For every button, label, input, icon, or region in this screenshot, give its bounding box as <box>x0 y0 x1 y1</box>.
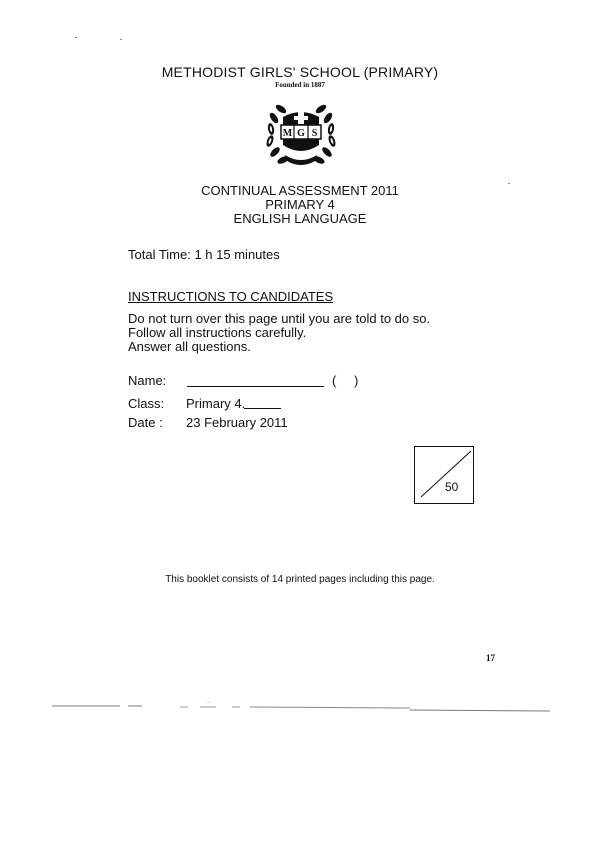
school-name: METHODIST GIRLS' SCHOOL (PRIMARY) <box>161 64 439 80</box>
svg-text:S: S <box>311 128 318 139</box>
scan-speck <box>75 37 77 38</box>
register-number-field[interactable]: ( ) <box>332 373 359 388</box>
exam-title: CONTINUAL ASSESSMENT 2011 <box>201 183 399 198</box>
booklet-note: This booklet consists of 14 printed pages including this page. <box>165 574 435 585</box>
scan-artifact-lines <box>50 702 552 716</box>
class-field[interactable] <box>244 408 281 409</box>
score-total: 50 <box>445 480 459 494</box>
date-label: Date : <box>128 415 163 430</box>
scan-speck <box>120 39 122 40</box>
name-field[interactable] <box>187 386 324 387</box>
total-time: Total Time: 1 h 15 minutes <box>128 247 280 262</box>
corner-mark: 17 <box>486 653 495 663</box>
instruction-item: Do not turn over this page until you are told to do so. <box>128 311 431 326</box>
exam-level: PRIMARY 4 <box>265 197 335 212</box>
school-crest-logo <box>261 95 341 175</box>
instruction-item: Follow all instructions carefully. <box>128 325 307 340</box>
instructions-heading: INSTRUCTIONS TO CANDIDATES <box>128 289 334 304</box>
svg-text:M: M <box>282 128 293 139</box>
score-divider-line <box>415 447 473 503</box>
class-value: Primary 4. <box>186 396 246 411</box>
date-value: 23 February 2011 <box>186 415 288 430</box>
founded-year: Founded in 1887 <box>275 81 325 89</box>
svg-text:G: G <box>297 128 305 139</box>
name-label: Name: <box>128 373 167 388</box>
instruction-item: Answer all questions. <box>128 339 251 354</box>
exam-subject: ENGLISH LANGUAGE <box>233 211 367 226</box>
score-box <box>414 446 474 504</box>
class-label: Class: <box>128 396 165 411</box>
